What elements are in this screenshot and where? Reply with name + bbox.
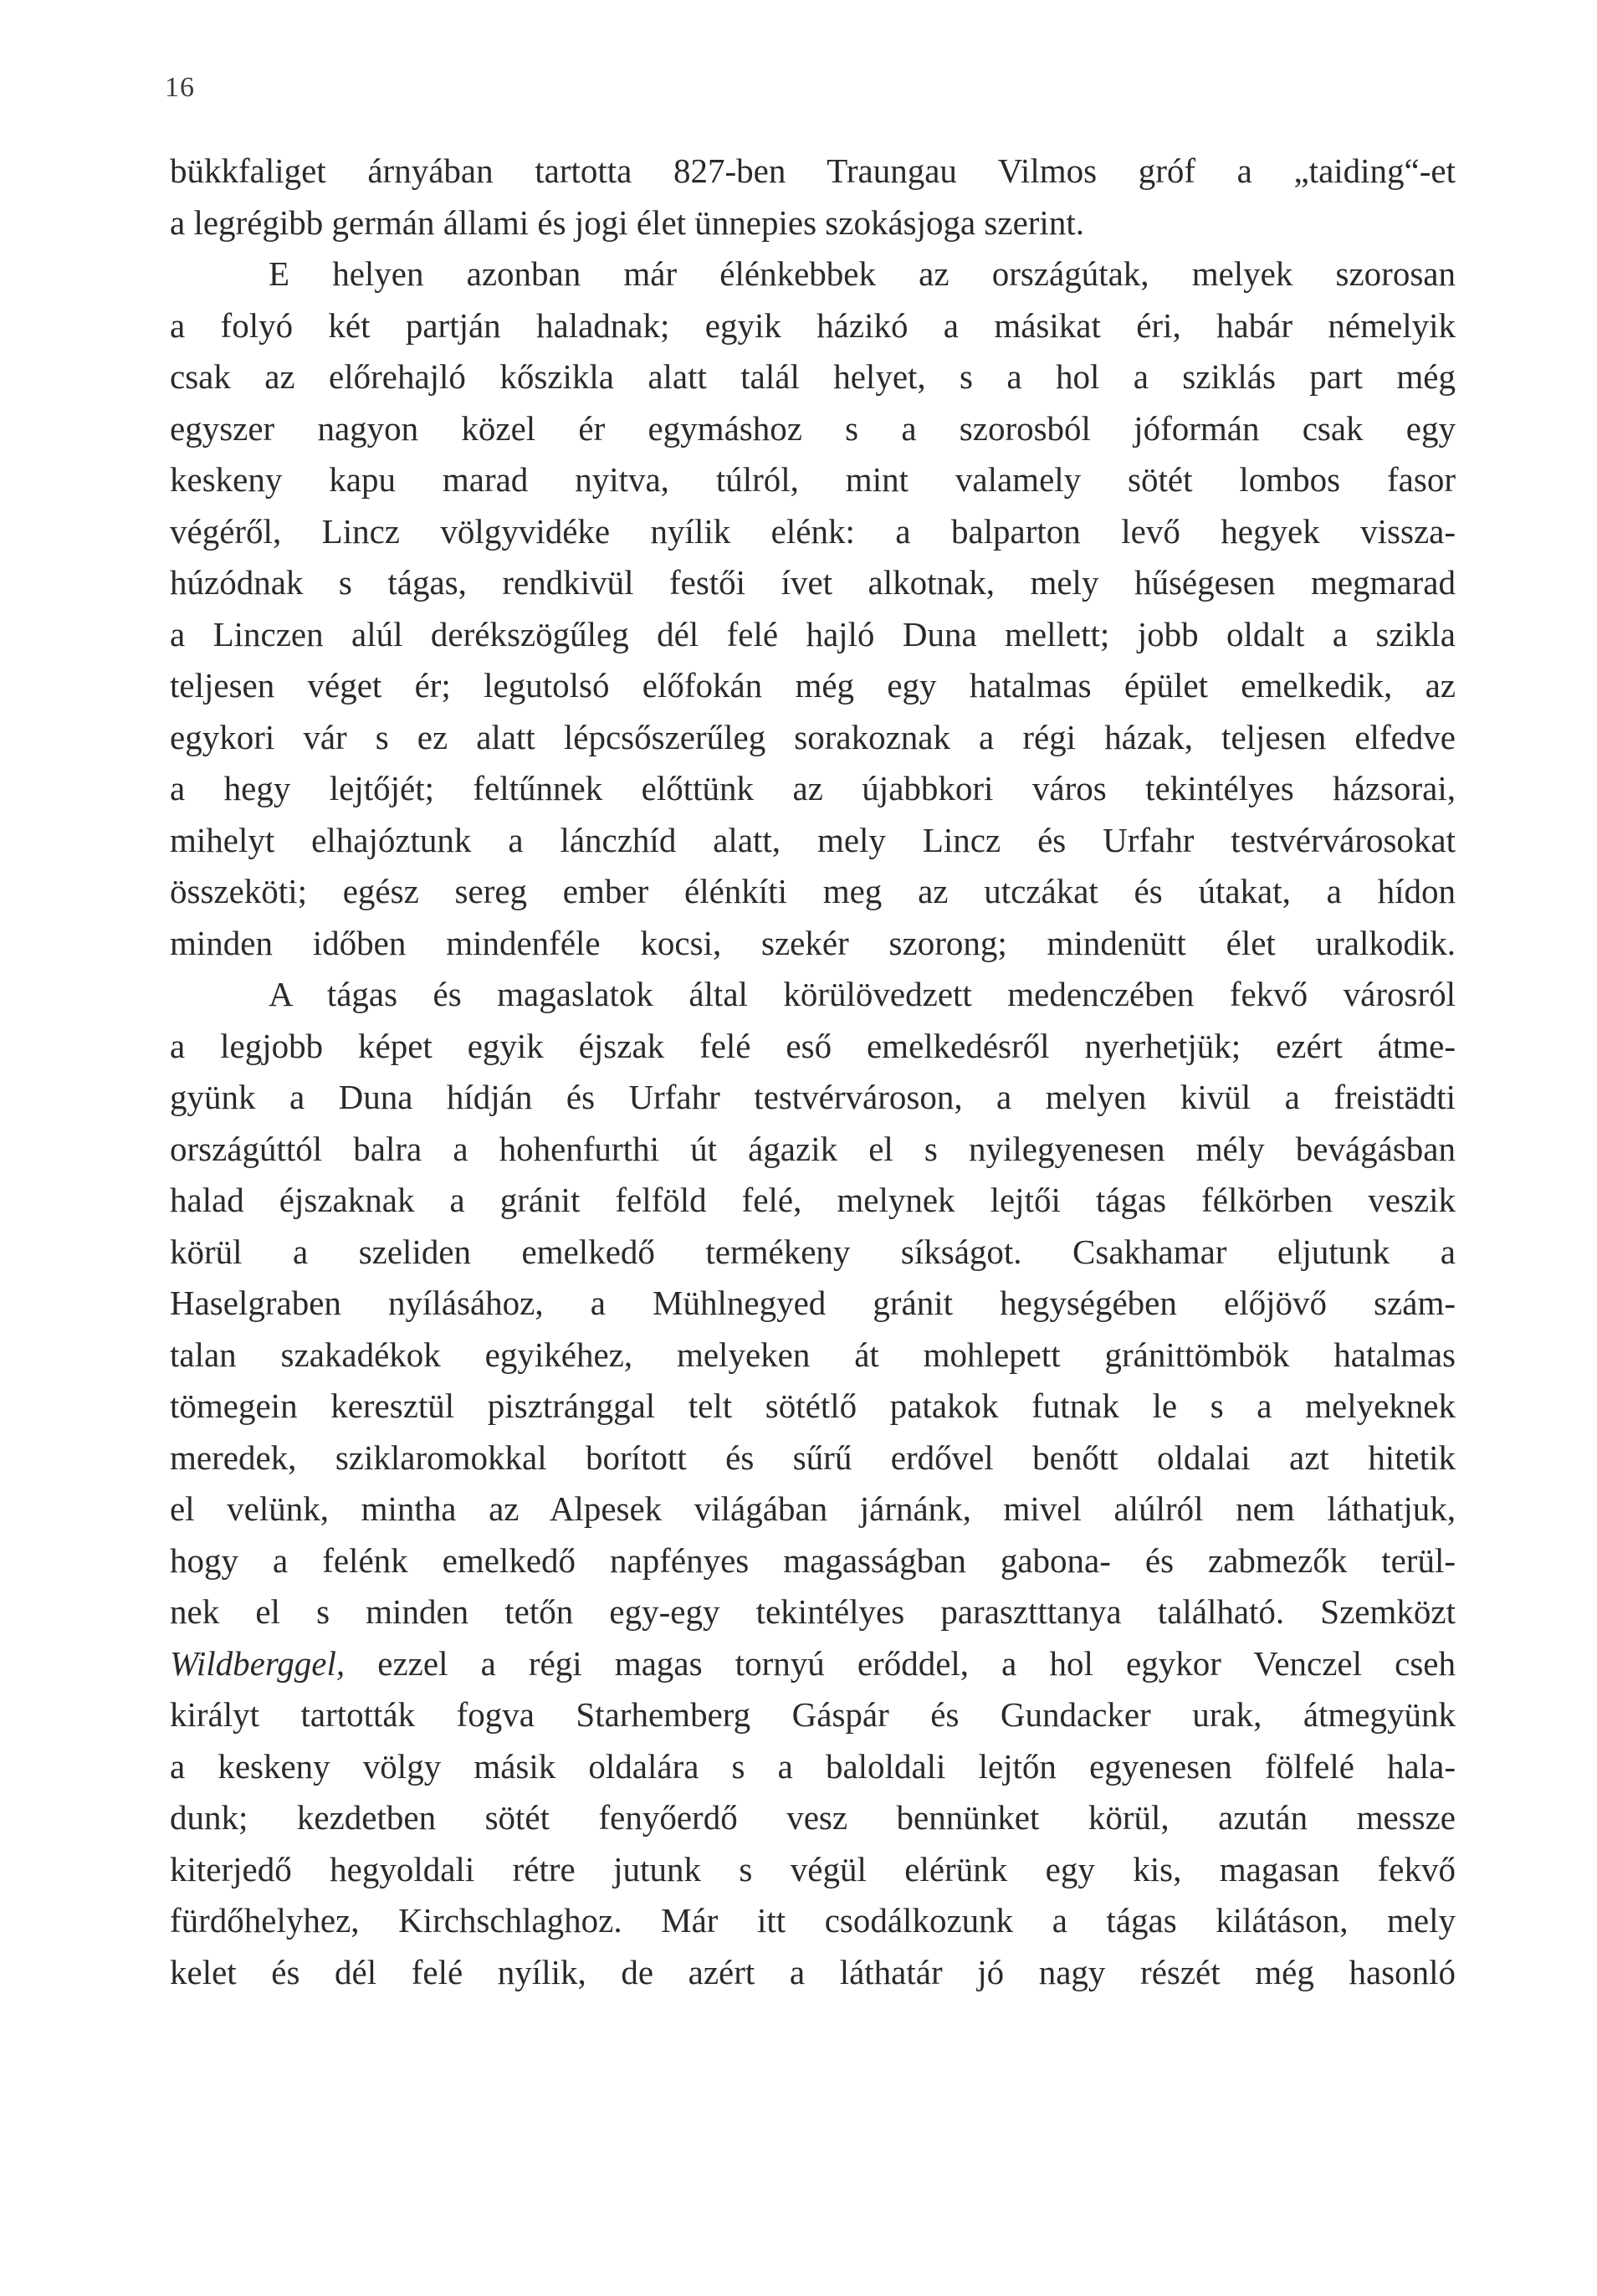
text-line: egykori vár s ez alatt lépcsőszerűleg sorakoznak a régi házak, teljesen elfedve — [170, 717, 1456, 756]
page-number: 16 — [165, 72, 195, 103]
text-line: összeköti; egész sereg ember élénkíti meg az utczákat és útakat, a hídon — [170, 872, 1456, 910]
italic-place-name: Wildberggel, — [170, 1643, 346, 1683]
text-line: a folyó két partján haladnak; egyik házikó a másikat éri, habár némelyik — [170, 305, 1456, 345]
text-line: Haselgraben nyílásához, a Mühlnegyed gránit hegységében előjövő szám- — [170, 1284, 1456, 1322]
text-line: minden időben mindenféle kocsi, szekér szorong; mindenütt élet uralkodik. — [170, 923, 1456, 962]
text-line: hogy a felénk emelkedő napfényes magasságban gabona- és zabmezők terül- — [170, 1540, 1456, 1580]
text-line: E helyen azonban már élénkebbek az országútak, melyek szorosan — [269, 254, 1456, 293]
text-line: királyt tartották fogva Starhemberg Gáspár és Gundacker urak, átmegyünk — [170, 1695, 1456, 1734]
text-line: keskeny kapu marad nyitva, túlról, mint valamely sötét lombos fasor — [170, 460, 1456, 499]
text-line: el velünk, mintha az Alpesek világában járnánk, mivel alúlról nem láthatjuk, — [170, 1489, 1456, 1528]
text-line: a legjobb képet egyik éjszak felé eső emelkedésről nyerhetjük; ezért átme- — [170, 1026, 1456, 1065]
text-line: országúttól balra a hohenfurthi út ágazik el s nyilegyenesen mély bevágásban — [170, 1129, 1456, 1168]
text-line: végéről, Lincz völgyvidéke nyílik elénk: a balparton levő hegyek vissza- — [170, 511, 1456, 551]
text-line: körül a szeliden emelkedő termékeny síkságot. Csakhamar eljutunk a — [170, 1232, 1456, 1271]
text-line: meredek, sziklaromokkal borított és sűrű erdővel benőtt oldalai azt hitetik — [170, 1438, 1456, 1477]
text-line: a legrégibb germán állami és jogi élet ünnepies szokásjoga szerint. — [170, 202, 1084, 242]
text-line: bükkfaliget árnyában tartotta 827-ben Traungau Vilmos gróf a „taiding“-et — [170, 151, 1456, 190]
text-line: tömegein keresztül pisztránggal telt sötétlő patakok futnak le s a melyeknek — [170, 1386, 1456, 1425]
text-line: a Linczen alúl derékszögűleg dél felé hajló Duna mellett; jobb oldalt a szikla — [170, 614, 1456, 653]
text-line: talan szakadékok egyikéhez, melyeken át mohlepett gránittömbök hatalmas — [170, 1335, 1456, 1374]
text-line: dunk; kezdetben sötét fenyőerdő vesz bennünket körül, azután messze — [170, 1798, 1456, 1837]
text-line — [170, 1638, 1456, 1690]
text-line: nek el s minden tetőn egy-egy tekintélyes parasztttanya található. Szemközt — [170, 1592, 1456, 1631]
text-line: a hegy lejtőjét; feltűnnek előttünk az újabbkori város tekintélyes házsorai, — [170, 769, 1456, 807]
text-line: teljesen véget ér; legutolsó előfokán még egy hatalmas épület emelkedik, az — [170, 666, 1456, 705]
text-line: húzódnak s tágas, rendkivül festői ívet alkotnak, mely hűségesen megmarad — [170, 563, 1456, 602]
text-line: egyszer nagyon közel ér egymáshoz s a szorosból jóformán csak egy — [170, 408, 1456, 448]
text-line: fürdőhelyhez, Kirchschlaghoz. Már itt csodálkozunk a tágas kilátáson, mely — [170, 1901, 1456, 1940]
text-line-rest: ezzel a régi magas tornyú erőddel, a hol egykor Venczel cseh — [345, 1643, 1456, 1683]
text-line: kelet és dél felé nyílik, de azért a láthatár jó nagy részét még hasonló — [170, 1952, 1456, 1991]
text-line: gyünk a Duna hídján és Urfahr testvérvároson, a melyen kivül a freistädti — [170, 1078, 1456, 1116]
text-line: halad éjszaknak a gránit felföld felé, melynek lejtői tágas félkörben veszik — [170, 1181, 1456, 1219]
body-text — [170, 146, 1456, 1998]
text-line: mihelyt elhajóztunk a lánczhíd alatt, mely Lincz és Urfahr testvérvárosokat — [170, 820, 1456, 859]
text-line: csak az előrehajló kőszikla alatt talál helyet, s a hol a sziklás part még — [170, 357, 1456, 396]
text-line: a keskeny völgy másik oldalára s a baloldali lejtőn egyenesen fölfelé hala- — [170, 1746, 1456, 1786]
text-line: A tágas és magaslatok által körülövedzett medenczében fekvő városról — [269, 975, 1456, 1013]
text-line: kiterjedő hegyoldali rétre jutunk s végül elérünk egy kis, magasan fekvő — [170, 1849, 1456, 1889]
